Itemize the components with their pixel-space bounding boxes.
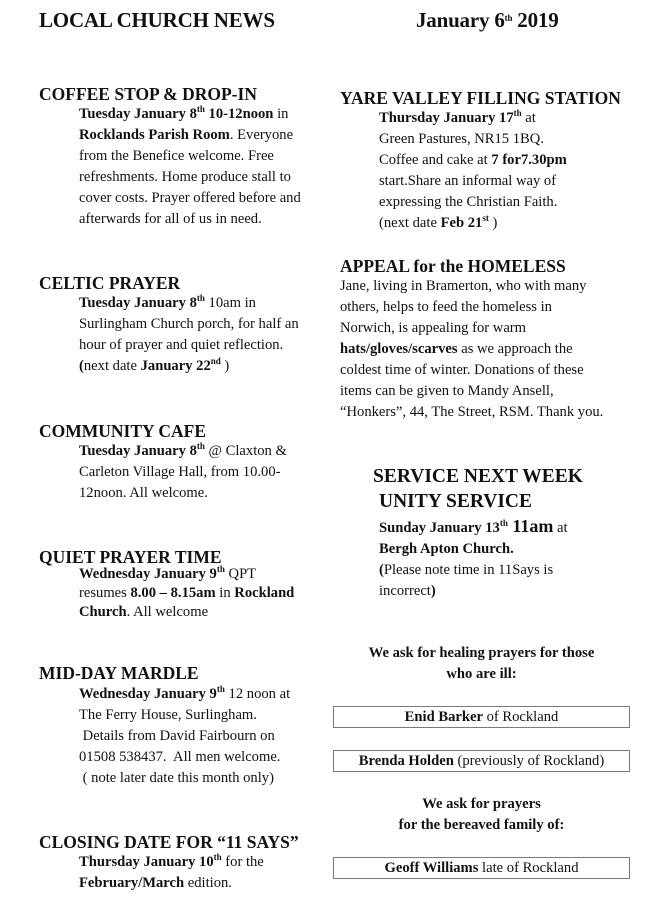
prayer-name-box: Geoff Williams late of Rockland — [333, 857, 630, 879]
section-heading: YARE VALLEY FILLING STATION — [340, 88, 621, 108]
section-heading: APPEAL for the HOMELESS — [340, 256, 566, 276]
healing-intro: We ask for healing prayers for those who are ill: — [368, 645, 595, 682]
section-heading: MID-DAY MARDLE — [39, 663, 199, 683]
section-heading: COMMUNITY CAFE — [39, 421, 207, 441]
section-heading: QUIET PRAYER TIME — [39, 547, 222, 567]
prayer-name-box: Enid Barker of Rockland — [333, 706, 630, 728]
section-body: Wednesday January 9th 12 noon at The Ferry House, Surlingham. Details from David Fairbourn on 01508 538437. All men welcome. ( note later date this month only) — [79, 684, 291, 786]
section-subheading: UNITY SERVICE — [379, 491, 533, 512]
section-body: Tuesday January 8th @ Claxton & Carleton Village Hall, from 10.00- 12noon. All welcome. — [79, 441, 287, 501]
section-heading: COFFEE STOP & DROP-IN — [39, 84, 257, 104]
date-text: January 6 — [416, 8, 505, 32]
section-body: Thursday January 17th at Green Pastures, NR15 1BQ. Coffee and cake at 7 for7.30pm start.Share an informal way of expressing the Christian Faith. (next date Feb 21st ) — [379, 108, 567, 231]
section-heading: SERVICE NEXT WEEK — [373, 466, 583, 487]
date-suffix: th — [504, 13, 513, 23]
section-heading: CELTIC PRAYER — [39, 273, 181, 293]
date-year: 2019 — [512, 8, 559, 32]
newsletter-title: LOCAL CHURCH NEWS — [39, 8, 275, 32]
prayer-name-box: Brenda Holden (previously of Rockland) — [333, 750, 630, 772]
section-body: Thursday January 10th for the February/March edition. — [79, 852, 264, 891]
newsletter-date — [416, 8, 559, 32]
section-body: Tuesday January 8th 10am in Surlingham Church porch, for half an hour of prayer and quiet reflection. (next date January 22nd ) — [79, 293, 299, 374]
section-body: Tuesday January 8th 10-12noon in Rocklands Parish Room. Everyone from the Benefice welcome. Free refreshments. Home produce stall to cover costs. Prayer offered before and afterwards for all of us in need. — [79, 104, 301, 227]
section-body: Sunday January 13th 11am at Bergh Apton Church. (Please note time in 11Says is incorrect) — [379, 516, 568, 599]
section-body: Jane, living in Bramerton, who with many others, helps to feed the homeless in Norwich, is appealing for warm hats/gloves/scarves as we approach the coldest time of winter. Donations of these items can be given to Mandy Ansell, “Honkers”, 44, The Street, RSM. Thank you. — [340, 278, 604, 420]
section-body: Wednesday January 9th QPT resumes 8.00 – 8.15am in Rockland Church. All welcome — [79, 564, 295, 620]
bereaved-intro: We ask for prayers for the bereaved family of: — [398, 796, 565, 833]
section-heading: CLOSING DATE FOR “11 SAYS” — [39, 832, 299, 852]
